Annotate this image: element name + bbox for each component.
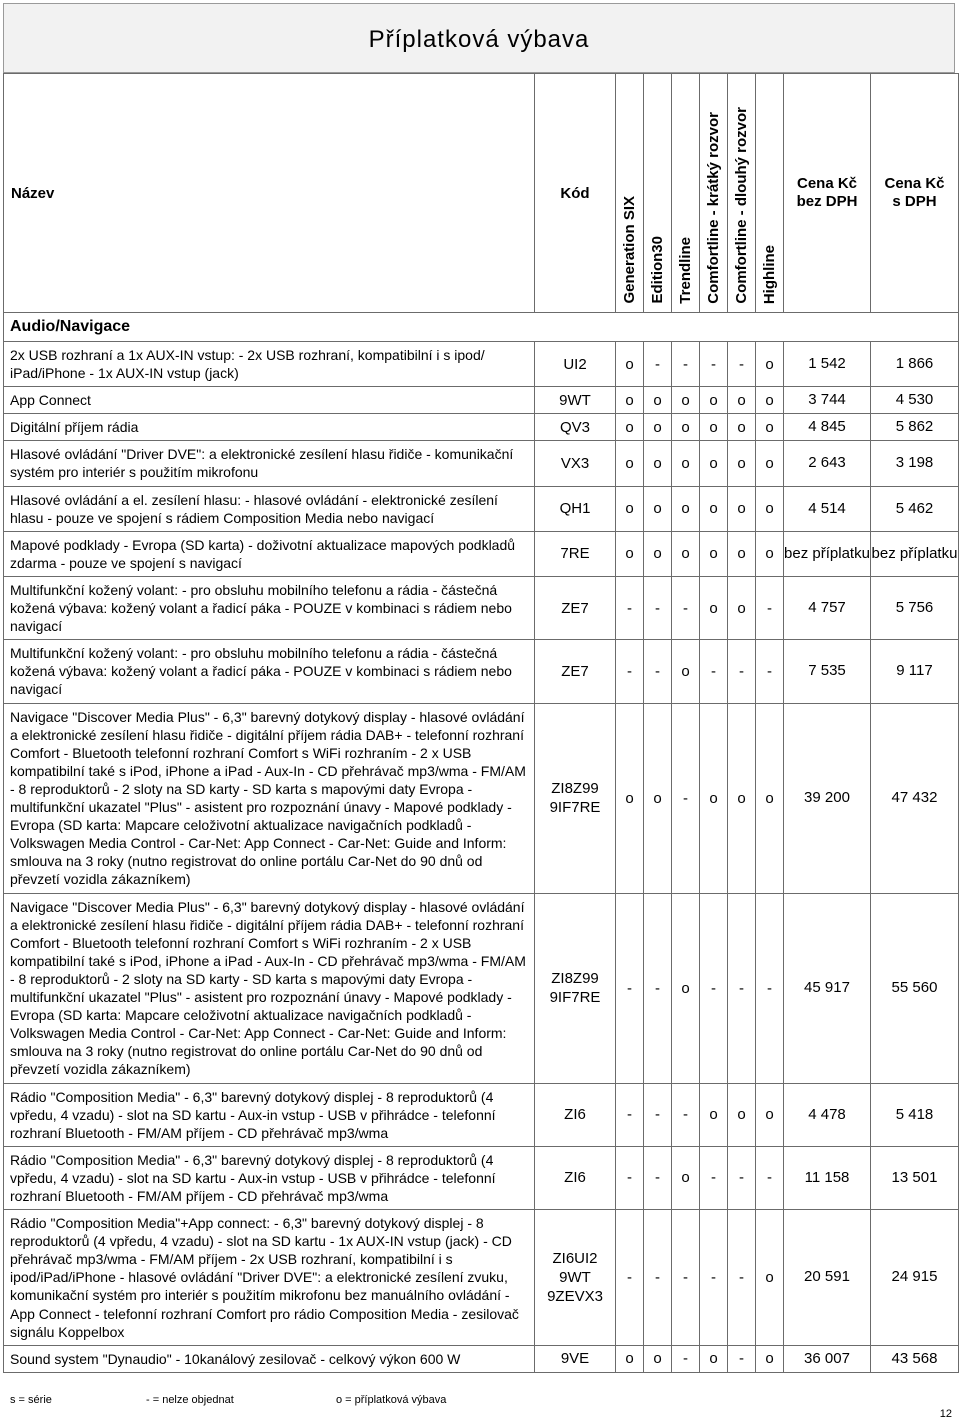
row-availability-mark: o — [644, 703, 672, 893]
row-availability-mark: - — [728, 1345, 756, 1372]
row-availability-mark: o — [644, 486, 672, 531]
row-description: Navigace "Discover Media Plus" - 6,3" barevný dotykový display - hlasové ovládání a elektronické zesílení hlasu řidiče - digitální příjem rádia DAB+ - telefonní rozhraní Comfort - Bluetooth telefonní rozhraní Comfort s WiFi rozhraním - 2 x USB kompatibilní také s iPod, iPhone a iPad - Aux-In - CD přehrávač mp3/wma - FM/AM - 8 reproduktorů - 2 sloty na SD karty - SD karta s mapovými daty Evropa - multifunkční ukazatel "Plus" - asistent pro rozpoznání únavy - Mapové podklady - Evropa (SD karta: Mapcare celoživotní aktualizace navigačních podkladů - Volkswagen Media Control - Car-Net: App Connect - Car-Net: Guide and Inform: smlouva na 3 roky (nutno registrovat do online portálu Car-Net do 90 dnů od převzetí vozidla zákazníkem) — [4, 893, 535, 1083]
row-availability-mark: - — [700, 1210, 728, 1346]
row-availability-mark: - — [616, 1146, 644, 1209]
row-availability-mark: o — [728, 441, 756, 486]
row-description: Sound system "Dynaudio" - 10kanálový zesilovač - celkový výkon 600 W — [4, 1345, 535, 1372]
row-availability-mark: - — [644, 1146, 672, 1209]
table-row — [4, 1345, 959, 1372]
row-availability-mark: o — [672, 414, 700, 441]
row-availability-mark: o — [616, 486, 644, 531]
row-availability-mark: o — [756, 441, 784, 486]
row-price-gross: 4 530 — [871, 387, 959, 414]
row-availability-mark: - — [672, 1083, 700, 1146]
row-price-net: 36 007 — [784, 1345, 871, 1372]
header-price-gross: Cena Kč s DPH — [871, 74, 959, 313]
row-availability-mark: o — [700, 576, 728, 639]
row-price-net: 45 917 — [784, 893, 871, 1083]
table-row — [4, 387, 959, 414]
row-price-gross: 47 432 — [871, 703, 959, 893]
row-price-net: 4 845 — [784, 414, 871, 441]
row-code: 9VE — [535, 1345, 616, 1372]
row-price-net: 4 478 — [784, 1083, 871, 1146]
row-price-gross: 5 462 — [871, 486, 959, 531]
row-availability-mark: o — [616, 531, 644, 576]
row-code: QH1 — [535, 486, 616, 531]
row-code: ZE7 — [535, 640, 616, 703]
row-availability-mark: o — [700, 387, 728, 414]
row-description: Digitální příjem rádia — [4, 414, 535, 441]
header-equipment-4: Comfortline - dlouhý rozvor — [728, 74, 756, 313]
row-availability-mark: o — [644, 387, 672, 414]
row-price-gross: 24 915 — [871, 1210, 959, 1346]
section-row — [4, 313, 959, 342]
row-description: Mapové podklady - Evropa (SD karta) - doživotní aktualizace mapových podkladů zdarma - pouze ve spojení s navigací — [4, 531, 535, 576]
row-availability-mark: o — [756, 1210, 784, 1346]
row-price-gross: 5 418 — [871, 1083, 959, 1146]
header-equipment-1: Edition30 — [644, 74, 672, 313]
row-code: ZI8Z99 9IF7RE — [535, 703, 616, 893]
row-price-net: 2 643 — [784, 441, 871, 486]
row-availability-mark: o — [700, 486, 728, 531]
table-row — [4, 1083, 959, 1146]
row-description: Navigace "Discover Media Plus" - 6,3" barevný dotykový display - hlasové ovládání a elektronické zesílení hlasu řidiče - digitální příjem rádia DAB+ - telefonní rozhraní Comfort - Bluetooth telefonní rozhraní Comfort s WiFi rozhraním - 2 x USB kompatibilní také s iPod, iPhone a iPad - Aux-In - CD přehrávač mp3/wma - FM/AM - 8 reproduktorů - 2 sloty na SD karty - SD karta s mapovými daty Evropa - multifunkční ukazatel "Plus" - asistent pro rozpoznání únavy - Mapové podklady - Evropa (SD karta: Mapcare celoživotní aktualizace navigačních podkladů - Volkswagen Media Control - Car-Net: App Connect - Car-Net: Guide and Inform: smlouva na 3 roky (nutno registrovat do online portálu Car-Net do 90 dnů od převzetí vozidla zákazníkem) — [4, 703, 535, 893]
row-availability-mark: - — [644, 576, 672, 639]
row-code: 7RE — [535, 531, 616, 576]
row-availability-mark: - — [700, 893, 728, 1083]
row-availability-mark: o — [756, 703, 784, 893]
row-price-gross: 5 862 — [871, 414, 959, 441]
row-price-gross: 3 198 — [871, 441, 959, 486]
row-availability-mark: o — [728, 486, 756, 531]
row-availability-mark: - — [644, 1210, 672, 1346]
header-equipment-5: Highline — [756, 74, 784, 313]
row-price-gross: 1 866 — [871, 342, 959, 387]
table-row — [4, 1146, 959, 1209]
table-row — [4, 531, 959, 576]
row-description: Rádio "Composition Media" - 6,3" barevný dotykový displej - 8 reproduktorů (4 vpředu, 4 vzadu) - slot na SD kartu - Aux-in vstup - USB v přihrádce - telefonní rozhraní Bluetooth - FM/AM příjem - CD přehrávač mp3/wma — [4, 1146, 535, 1209]
row-availability-mark: o — [616, 1345, 644, 1372]
row-code: ZE7 — [535, 576, 616, 639]
row-price-gross: 43 568 — [871, 1345, 959, 1372]
row-availability-mark: o — [728, 703, 756, 893]
row-description: Multifunkční kožený volant: - pro obsluhu mobilního telefonu a rádia - částečná kožená výbava: kožený volant a řadicí páka - POUZE v kombinaci s rádiem nebo navigací — [4, 576, 535, 639]
row-code: ZI6UI2 9WT 9ZEVX3 — [535, 1210, 616, 1346]
row-description: Hlasové ovládání "Driver DVE": a elektronické zesílení hlasu řidiče - komunikační systém pro interiér s použitím mikrofonu — [4, 441, 535, 486]
row-availability-mark: o — [644, 1345, 672, 1372]
row-availability-mark: o — [728, 387, 756, 414]
header-equipment-3: Comfortline - krátký rozvor — [700, 74, 728, 313]
header-equipment-0: Generation SIX — [616, 74, 644, 313]
row-availability-mark: - — [728, 893, 756, 1083]
row-availability-mark: o — [672, 441, 700, 486]
row-availability-mark: o — [756, 531, 784, 576]
row-price-net: 7 535 — [784, 640, 871, 703]
row-availability-mark: o — [756, 414, 784, 441]
row-description: Hlasové ovládání a el. zesílení hlasu: - hlasové ovládání - elektronické zesílení hlasu - pouze ve spojení s rádiem Composition Media nebo navigací — [4, 486, 535, 531]
row-availability-mark: o — [756, 1083, 784, 1146]
row-availability-mark: - — [672, 703, 700, 893]
row-price-net: 39 200 — [784, 703, 871, 893]
table-row — [4, 703, 959, 893]
row-availability-mark: o — [616, 387, 644, 414]
row-availability-mark: - — [644, 342, 672, 387]
row-code: ZI8Z99 9IF7RE — [535, 893, 616, 1083]
row-availability-mark: o — [672, 1146, 700, 1209]
row-availability-mark: - — [756, 640, 784, 703]
row-availability-mark: o — [756, 1345, 784, 1372]
section-title: Audio/Navigace — [4, 313, 959, 342]
row-availability-mark: - — [672, 576, 700, 639]
header-code: Kód — [535, 74, 616, 313]
row-availability-mark: - — [728, 342, 756, 387]
row-price-gross: 5 756 — [871, 576, 959, 639]
table-row — [4, 342, 959, 387]
row-price-net: 3 744 — [784, 387, 871, 414]
row-availability-mark: - — [644, 1083, 672, 1146]
row-availability-mark: o — [644, 531, 672, 576]
row-price-gross: 13 501 — [871, 1146, 959, 1209]
row-code: VX3 — [535, 441, 616, 486]
row-availability-mark: - — [672, 1345, 700, 1372]
row-code: UI2 — [535, 342, 616, 387]
row-availability-mark: o — [700, 1083, 728, 1146]
row-availability-mark: - — [616, 1210, 644, 1346]
row-price-net: 20 591 — [784, 1210, 871, 1346]
row-availability-mark: o — [700, 1345, 728, 1372]
row-availability-mark: - — [616, 640, 644, 703]
page-title: Příplatková výbava — [368, 26, 590, 53]
row-availability-mark: - — [616, 1083, 644, 1146]
row-availability-mark: o — [672, 640, 700, 703]
row-availability-mark: o — [700, 531, 728, 576]
row-availability-mark: - — [644, 640, 672, 703]
row-availability-mark: o — [728, 576, 756, 639]
row-availability-mark: o — [728, 1083, 756, 1146]
row-availability-mark: - — [700, 342, 728, 387]
row-availability-mark: - — [756, 893, 784, 1083]
row-availability-mark: - — [700, 640, 728, 703]
row-availability-mark: - — [728, 640, 756, 703]
header-name: Název — [4, 74, 535, 313]
row-availability-mark: o — [616, 441, 644, 486]
row-code: QV3 — [535, 414, 616, 441]
row-code: ZI6 — [535, 1083, 616, 1146]
row-availability-mark: - — [616, 576, 644, 639]
row-description: Rádio "Composition Media" - 6,3" barevný dotykový displej - 8 reproduktorů (4 vpředu, 4 vzadu) - slot na SD kartu - Aux-in vstup - USB v přihrádce - telefonní rozhraní Bluetooth - FM/AM příjem - CD přehrávač mp3/wma — [4, 1083, 535, 1146]
row-price-net: bez příplatku — [784, 531, 871, 576]
table-row — [4, 441, 959, 486]
row-description: App Connect — [4, 387, 535, 414]
row-availability-mark: - — [672, 342, 700, 387]
legend-series: s = série — [10, 1394, 52, 1406]
row-availability-mark: o — [700, 414, 728, 441]
row-description: 2x USB rozhraní a 1x AUX-IN vstup: - 2x USB rozhraní, kompatibilní i s ipod/ iPad/iPhone - 1x AUX-IN vstup (jack) — [4, 342, 535, 387]
row-price-net: 1 542 — [784, 342, 871, 387]
row-availability-mark: - — [728, 1210, 756, 1346]
legend-not-orderable: - = nelze objednat — [146, 1394, 234, 1406]
row-availability-mark: o — [728, 531, 756, 576]
table-row — [4, 893, 959, 1083]
row-code: 9WT — [535, 387, 616, 414]
title-box — [3, 3, 955, 73]
row-availability-mark: o — [756, 486, 784, 531]
row-availability-mark: o — [672, 531, 700, 576]
row-price-gross: bez příplatku — [871, 531, 959, 576]
row-availability-mark: o — [616, 342, 644, 387]
price-table — [3, 73, 959, 1373]
row-availability-mark: - — [728, 1146, 756, 1209]
row-availability-mark: o — [672, 387, 700, 414]
row-availability-mark: - — [756, 576, 784, 639]
row-availability-mark: - — [616, 893, 644, 1083]
table-row — [4, 486, 959, 531]
row-availability-mark: o — [756, 342, 784, 387]
row-availability-mark: o — [616, 703, 644, 893]
row-description: Rádio "Composition Media"+App connect: - 6,3" barevný dotykový displej - 8 reproduktorů (4 vpředu, 4 vzadu) - slot na SD kartu - 1x AUX-IN vstup (jack) - CD přehrávač mp3/wma - FM/AM příjem - 2x USB rozhraní, kompatibilní i s ipod/iPad/iPhone - hlasové ovládání "Driver DVE": a elektronické zesílení zvuku, komunikační systém pro interiér s použitím mikrofonu bez manuálního ovládání - App Connect - telefonní rozhraní Comfort pro rádio Composition Media - zesilovač signálu Koppelbox — [4, 1210, 535, 1346]
page-number: 12 — [939, 1408, 952, 1420]
row-availability-mark: o — [644, 414, 672, 441]
row-price-net: 11 158 — [784, 1146, 871, 1209]
row-description: Multifunkční kožený volant: - pro obsluhu mobilního telefonu a rádia - částečná kožená výbava: kožený volant a řadicí páka - POUZE v kombinaci s rádiem nebo navigací — [4, 640, 535, 703]
row-availability-mark: - — [644, 893, 672, 1083]
row-availability-mark: - — [700, 1146, 728, 1209]
row-availability-mark: o — [700, 703, 728, 893]
table-row — [4, 640, 959, 703]
table-row — [4, 576, 959, 639]
table-row — [4, 414, 959, 441]
row-availability-mark: - — [756, 1146, 784, 1209]
header-price-net: Cena Kč bez DPH — [784, 74, 871, 313]
table-header-row — [4, 74, 959, 313]
row-availability-mark: - — [672, 1210, 700, 1346]
table-row — [4, 1210, 959, 1346]
row-price-net: 4 514 — [784, 486, 871, 531]
row-availability-mark: o — [672, 486, 700, 531]
row-price-gross: 55 560 — [871, 893, 959, 1083]
row-availability-mark: o — [644, 441, 672, 486]
row-availability-mark: o — [672, 893, 700, 1083]
row-availability-mark: o — [700, 441, 728, 486]
row-availability-mark: o — [616, 414, 644, 441]
row-price-net: 4 757 — [784, 576, 871, 639]
header-equipment-2: Trendline — [672, 74, 700, 313]
row-availability-mark: o — [728, 414, 756, 441]
legend-optional: o = příplatková výbava — [336, 1394, 447, 1406]
row-code: ZI6 — [535, 1146, 616, 1209]
row-price-gross: 9 117 — [871, 640, 959, 703]
row-availability-mark: o — [756, 387, 784, 414]
